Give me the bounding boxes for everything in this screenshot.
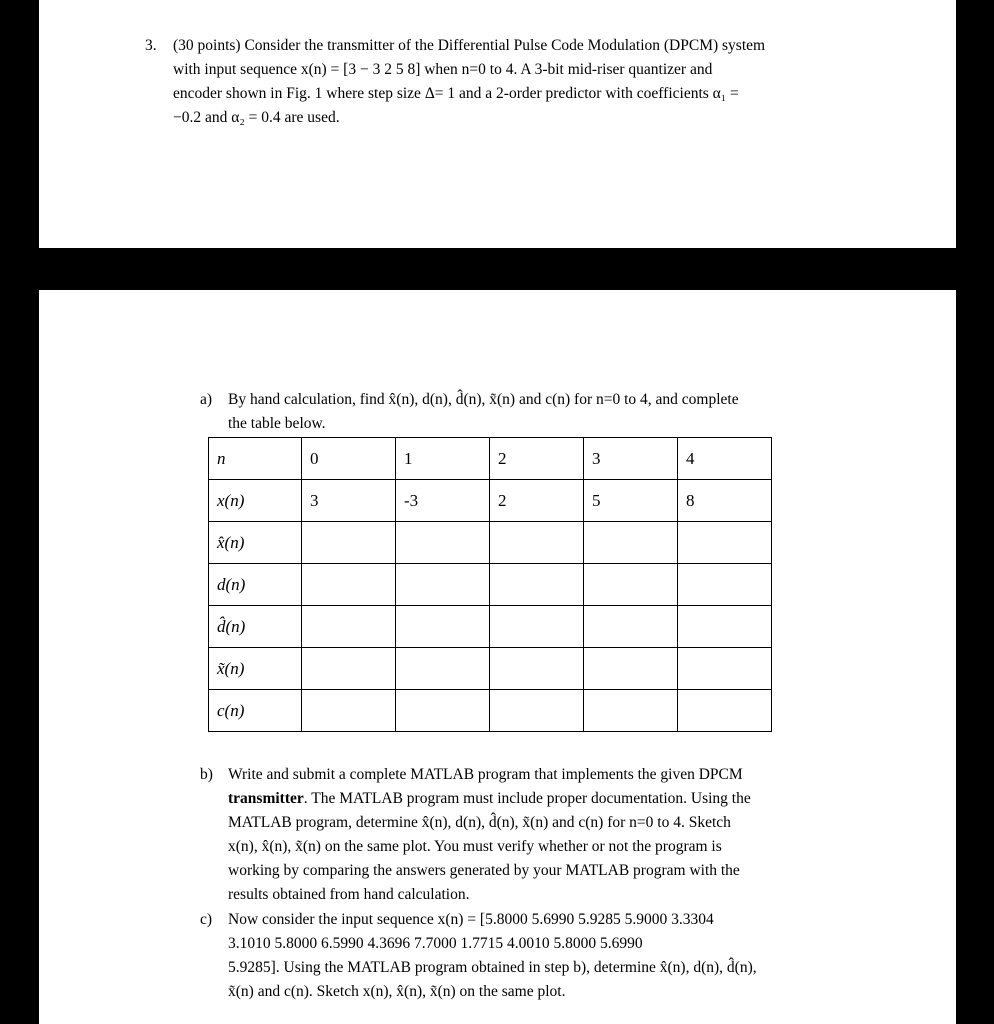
problem-line-3: encoder shown in Fig. 1 where step size Δ= 1 and a 2-order predictor with coefficients α₁ = xyxy=(173,85,739,102)
part-b-line-4: x(n), x̂(n), x̃(n) on the same plot. You must verify whether or not the program is xyxy=(228,838,722,855)
part-b-bold-word: transmitter xyxy=(228,790,304,807)
table-cell: -3 xyxy=(396,480,490,522)
parts-panel xyxy=(39,290,956,1024)
table-cell: 3 xyxy=(302,480,396,522)
table-row-x xyxy=(209,480,772,522)
part-c-line-2: 3.1010 5.8000 6.5990 4.3696 7.7000 1.7715 4.0010 5.8000 5.6990 xyxy=(228,935,643,952)
table-cell[interactable] xyxy=(678,522,772,564)
table-cell: 2 xyxy=(490,480,584,522)
row-label: d(n) xyxy=(209,564,302,606)
table-cell: 4 xyxy=(678,438,772,480)
table-cell: 3 xyxy=(584,438,678,480)
table-cell[interactable] xyxy=(302,648,396,690)
part-b-line-6: results obtained from hand calculation. xyxy=(228,886,470,903)
table-row-x-tilde xyxy=(209,648,772,690)
row-label: n xyxy=(209,438,302,480)
table-row-n xyxy=(209,438,772,480)
part-c-line-3: 5.9285]. Using the MATLAB program obtained in step b), determine x̂(n), d(n), d̂(n), xyxy=(228,959,757,976)
table-cell[interactable] xyxy=(396,690,490,732)
table-row-d xyxy=(209,564,772,606)
row-label: d̂(n) xyxy=(209,606,302,648)
table-cell[interactable] xyxy=(678,606,772,648)
table-cell[interactable] xyxy=(584,690,678,732)
table-cell: 0 xyxy=(302,438,396,480)
part-b-line-3: MATLAB program, determine x̂(n), d(n), d̂(n), x̃(n) and c(n) for n=0 to 4. Sketch xyxy=(228,814,731,831)
table-cell: 5 xyxy=(584,480,678,522)
table-cell[interactable] xyxy=(490,690,584,732)
row-label: x̂(n) xyxy=(209,522,302,564)
row-label: x(n) xyxy=(209,480,302,522)
table-cell[interactable] xyxy=(302,564,396,606)
table-cell[interactable] xyxy=(396,606,490,648)
table-cell[interactable] xyxy=(490,606,584,648)
table-cell[interactable] xyxy=(302,522,396,564)
table-cell[interactable] xyxy=(396,648,490,690)
table-cell: 8 xyxy=(678,480,772,522)
part-c-label: c) xyxy=(200,911,213,928)
part-b-line-2-rest: . The MATLAB program must include proper documentation. Using the xyxy=(303,790,751,807)
table-cell[interactable] xyxy=(490,648,584,690)
table-row-c xyxy=(209,690,772,732)
table-cell: 1 xyxy=(396,438,490,480)
part-a-line-2: the table below. xyxy=(228,415,326,432)
part-b-line-5: working by comparing the answers generated by your MATLAB program with the xyxy=(228,862,740,879)
question-panel xyxy=(39,0,956,248)
table-cell[interactable] xyxy=(678,648,772,690)
row-label: x̃(n) xyxy=(209,648,302,690)
table-cell[interactable] xyxy=(584,522,678,564)
part-b-label: b) xyxy=(200,766,213,783)
table-cell[interactable] xyxy=(678,690,772,732)
part-b-line-2 xyxy=(228,787,751,811)
part-a-label: a) xyxy=(200,391,213,408)
table-cell[interactable] xyxy=(302,690,396,732)
problem-line-4: −0.2 and α₂ = 0.4 are used. xyxy=(173,109,340,126)
part-a-line-1: By hand calculation, find x̂(n), d(n), d̂(n), x̃(n) and c(n) for n=0 to 4, and complete xyxy=(228,391,739,408)
table-cell[interactable] xyxy=(396,522,490,564)
part-c-line-1: Now consider the input sequence x(n) = [5.8000 5.6990 5.9285 5.9000 3.3304 xyxy=(228,911,714,928)
table-cell[interactable] xyxy=(678,564,772,606)
row-label: c(n) xyxy=(209,690,302,732)
table-row-x-hat xyxy=(209,522,772,564)
problem-line-1: (30 points) Consider the transmitter of the Differential Pulse Code Modulation (DPCM) system xyxy=(173,37,766,54)
table-cell[interactable] xyxy=(584,606,678,648)
problem-number: 3. xyxy=(145,37,157,54)
table-cell: 2 xyxy=(490,438,584,480)
dpcm-table xyxy=(208,437,772,732)
table-cell[interactable] xyxy=(490,522,584,564)
part-b-line-1: Write and submit a complete MATLAB program that implements the given DPCM xyxy=(228,766,743,783)
table-cell[interactable] xyxy=(584,648,678,690)
table-cell[interactable] xyxy=(302,606,396,648)
part-c-line-4: x̃(n) and c(n). Sketch x(n), x̂(n), x̃(n) on the same plot. xyxy=(228,983,566,1000)
table-cell[interactable] xyxy=(396,564,490,606)
table-cell[interactable] xyxy=(584,564,678,606)
table-cell[interactable] xyxy=(490,564,584,606)
problem-line-2: with input sequence x(n) = [3 − 3 2 5 8] when n=0 to 4. A 3-bit mid-riser quantizer and xyxy=(173,61,713,78)
table-row-d-hat xyxy=(209,606,772,648)
